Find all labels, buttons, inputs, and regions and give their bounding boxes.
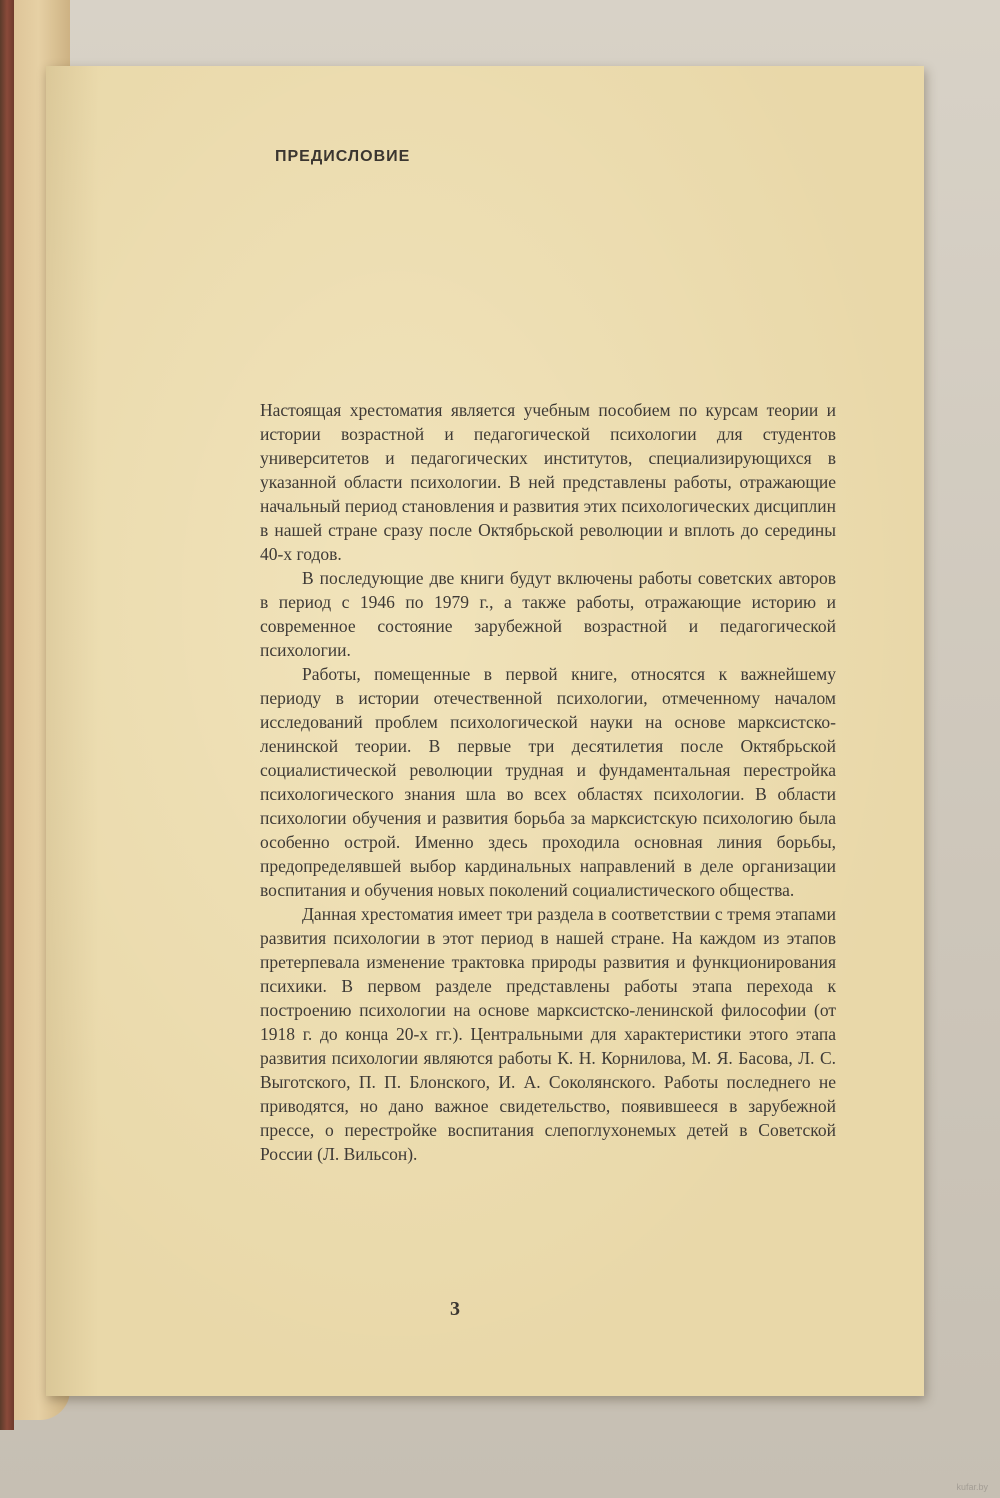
page-number: 3: [450, 1298, 460, 1320]
page-heading: ПРЕДИСЛОВИЕ: [275, 148, 411, 165]
paragraph-3: Работы, помещенные в первой книге, относятся к важнейшему периоду в истории отечественной психологии, отмеченному началом исследований проблем психологической науки на основе марксистско-ленинской теории. В первые три десятилетия после Октябрьской социалистической революции трудная и фундаментальная перестройка психологического знания шла во всех областях психологии. В области психологии обучения и развития борьба за марксистскую психологию была особенно острой. Именно здесь проходила основная линия борьбы, предопределявшей выбор кардинальных направлений в деле организации воспитания и обучения новых поколений социалистического общества.: [260, 664, 836, 900]
paragraph-2: В последующие две книги будут включены работы советских авторов в период с 1946 по 1979 г., а также работы, отражающие историю и современное состояние зарубежной возрастной и педагогической психологии.: [260, 568, 836, 660]
page-body-text: [260, 398, 836, 1166]
book-cover-edge: [0, 0, 14, 1430]
site-watermark: kufar.by: [956, 1482, 988, 1492]
paragraph-1: Настоящая хрестоматия является учебным пособием по курсам теории и истории возрастной и педагогической психологии для студентов университетов и педагогических институтов, специализирующихся в указанной области психологии. В ней представлены работы, отражающие начальный период становления и развития этих психологических дисциплин в нашей стране сразу после Октябрьской революции и вплоть до середины 40-х годов.: [260, 400, 836, 564]
paragraph-4: Данная хрестоматия имеет три раздела в соответствии с тремя этапами развития психологии в этот период в нашей стране. На каждом из этапов претерпевала изменение трактовка природы развития и функционирования психики. В первом разделе представлены работы этапа перехода к построению психологии на основе марксистско-ленинской философии (от 1918 г. до конца 20-х гг.). Центральными для характеристики этого этапа развития психологии являются работы К. Н. Корнилова, М. Я. Басова, Л. С. Выготского, П. П. Блонского, И. А. Соколянского. Работы последнего не приводятся, но дано важное свидетельство, появившееся в зарубежной прессе, о перестройке воспитания слепоглухонемых детей в Советской России (Л. Вильсон).: [260, 904, 836, 1164]
